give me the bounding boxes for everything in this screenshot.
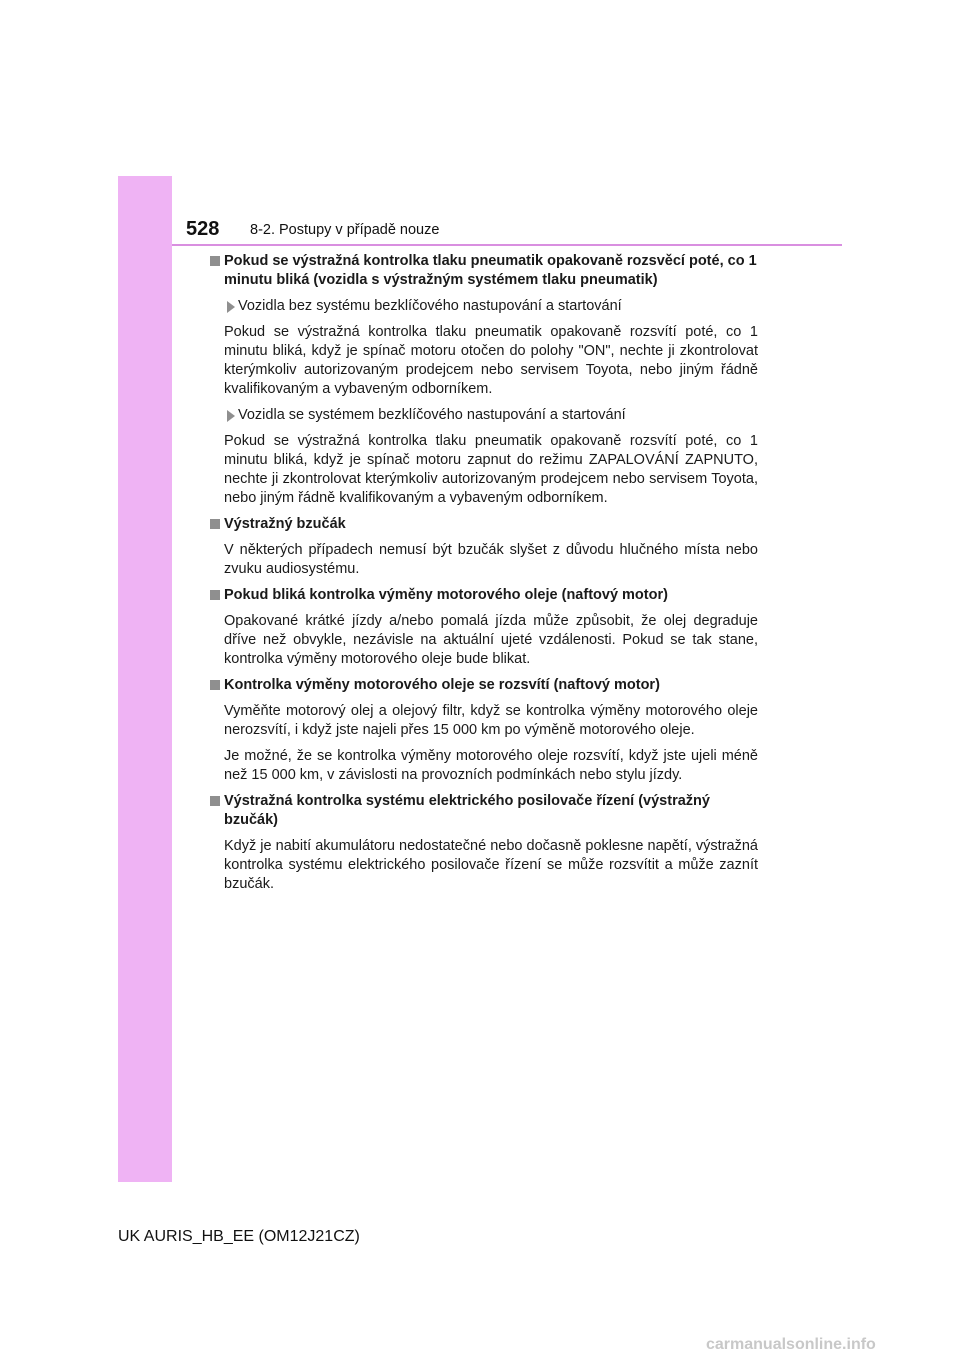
heading-text: Pokud se výstražná kontrolka tlaku pneumatik opakovaně rozsvěcí poté, co 1 minutu bliká (vozidla s výstražným systémem tlaku pneumatik) — [224, 253, 757, 288]
section-title: 8-2. Postupy v případě nouze — [250, 222, 440, 238]
heading-text: Pokud bliká kontrolka výměny motorového oleje (naftový motor) — [224, 587, 668, 603]
section-heading-warning-buzzer — [208, 515, 758, 534]
subheading-text: Vozidla se systémem bezklíčového nastupování a startování — [238, 407, 626, 423]
page-content — [208, 252, 758, 901]
paragraph: Vyměňte motorový olej a olejový filtr, když se kontrolka výměny motorového oleje nerozsvítí, i když jste najeli přes 15 000 km po výměně motorového oleje. — [224, 703, 758, 738]
footer-model-code: UK AURIS_HB_EE (OM12J21CZ) — [118, 1228, 360, 1245]
square-bullet-icon — [210, 519, 220, 529]
triangle-bullet-icon — [227, 410, 235, 422]
page-number: 528 — [186, 218, 220, 240]
paragraph: Když je nabití akumulátoru nedostatečné nebo dočasně poklesne napětí, výstražná kontrolka systému elektrického posilovače řízení se může rozsvítit a může zaznít bzučák. — [224, 838, 758, 892]
paragraph: Pokud se výstražná kontrolka tlaku pneumatik opakovaně rozsvítí poté, co 1 minutu bliká, když je spínač motoru zapnut do režimu ZAPALOVÁNÍ ZAPNUTO, nechte ji zkontrolovat kterýmkoliv autorizovaným prodejcem nebo servisem Toyota, nebo jiným řádně kvalifikovaným a vybaveným odborníkem. — [224, 433, 758, 506]
side-tab-band — [118, 176, 172, 1182]
watermark: carmanualsonline.info — [706, 1336, 876, 1353]
square-bullet-icon — [210, 680, 220, 690]
heading-text: Výstražný bzučák — [224, 516, 346, 532]
heading-text: Výstražná kontrolka systému elektrického posilovače řízení (výstražný bzučák) — [224, 793, 710, 828]
section-heading-power-steering — [208, 792, 758, 830]
paragraph: Pokud se výstražná kontrolka tlaku pneumatik opakovaně rozsvítí poté, co 1 minutu bliká, když je spínač motoru otočen do polohy "ON", nechte ji zkontrolovat kterýmkoliv autorizovaným prodejcem nebo servisem Toyota, nebo jiným řádně kvalifikovaným a vybaveným odborníkem. — [224, 324, 758, 397]
header-divider — [172, 244, 842, 246]
section-heading-oil-change-blinking — [208, 586, 758, 605]
square-bullet-icon — [210, 256, 220, 266]
triangle-bullet-icon — [227, 301, 235, 313]
square-bullet-icon — [210, 590, 220, 600]
subheading-with-smart-entry — [208, 406, 758, 425]
paragraph: Je možné, že se kontrolka výměny motorového oleje rozsvítí, když jste ujeli méně než 15 000 km, v závislosti na provozních podmínkách nebo stylu jízdy. — [224, 748, 758, 783]
paragraph: Opakované krátké jízdy a/nebo pomalá jízda může způsobit, že olej degraduje dříve než obvykle, nezávisle na aktuální ujeté vzdálenosti. Pokud se tak stane, kontrolka výměny motorového oleje bude blikat. — [224, 613, 758, 667]
subheading-text: Vozidla bez systému bezklíčového nastupování a startování — [238, 298, 622, 314]
subheading-without-smart-entry — [208, 297, 758, 316]
heading-text: Kontrolka výměny motorového oleje se rozsvítí (naftový motor) — [224, 677, 660, 693]
square-bullet-icon — [210, 796, 220, 806]
section-heading-tire-pressure — [208, 252, 758, 290]
section-heading-oil-change-lit — [208, 676, 758, 695]
paragraph: V některých případech nemusí být bzučák slyšet z důvodu hlučného místa nebo zvuku audiosystému. — [224, 542, 758, 577]
